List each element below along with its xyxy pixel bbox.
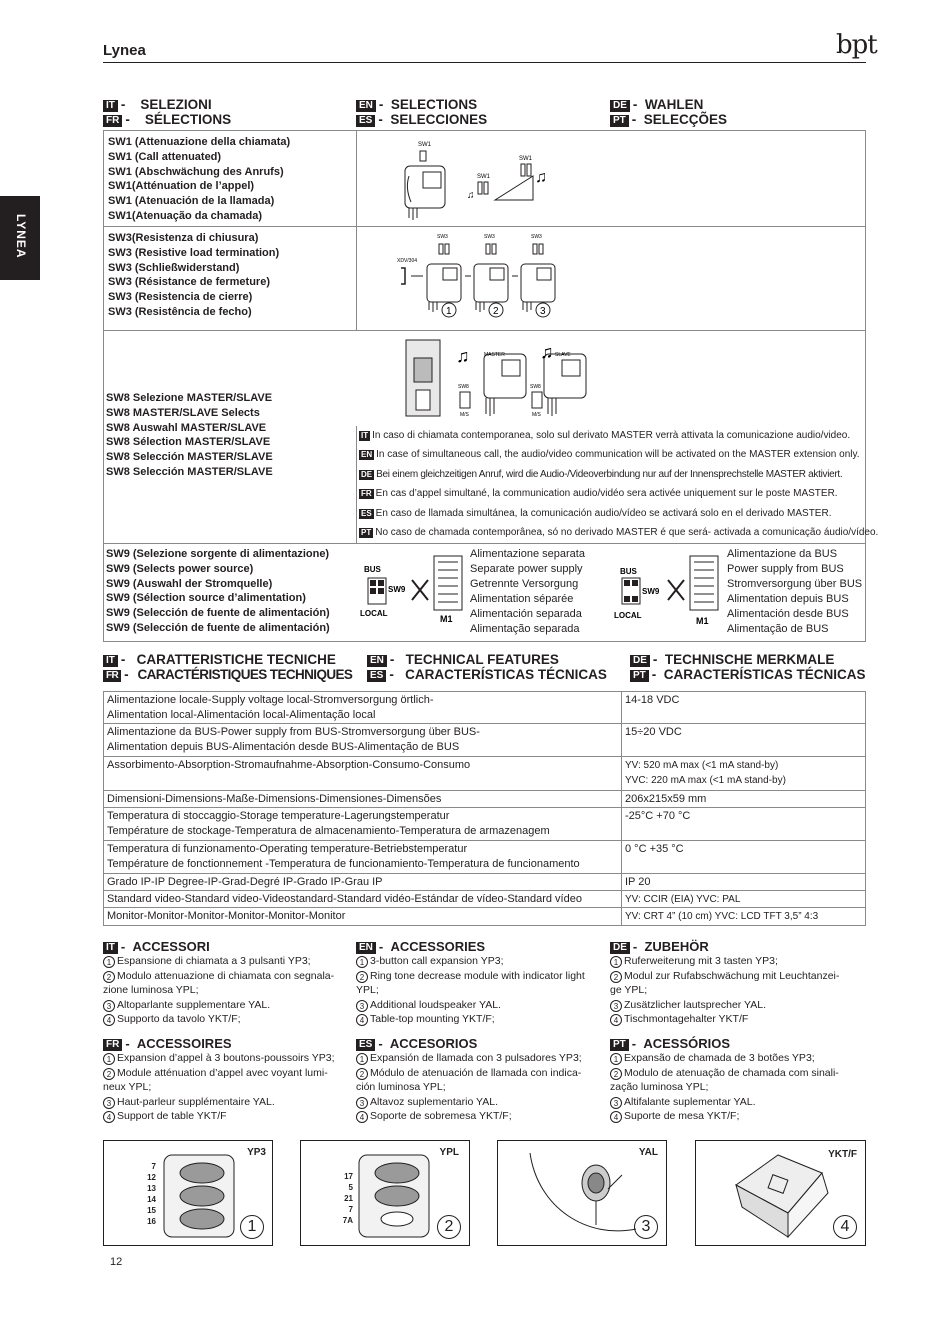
sw1-labels: SW1 (Attenuazione della chiamata) SW1 (Call attenuated) SW1 (Abschwächung des Anrufs) SW1(Atténuation de l’appel) SW1 (Atenuación de la llamada) SW1(Atenuação da chamada) (108, 136, 291, 222)
svg-text:SW1: SW1 (418, 142, 432, 148)
sw1-figure (395, 136, 555, 222)
sw8-figure (400, 336, 590, 424)
svg-text:BUS: BUS (364, 565, 381, 574)
accessory-yktf: YKT/F 4 (695, 1140, 866, 1246)
svg-text:XDV/304: XDV/304 (397, 258, 418, 264)
accessories-en: EN - ACCESSORIES 1 3-button call expansion YP3; 2 Ring tone decrease module with indicator light YPL; 3 Additional loudspeaker YAL. 4 Table-top mounting YKT/F; (356, 939, 585, 1026)
svg-text:SW8: SW8 (530, 384, 541, 390)
svg-text:SW1: SW1 (519, 156, 533, 162)
spec-row: Alimentazione locale-Supply voltage local-Stromversorgung örtlich- Alimentation local-Alimentación local-Alimentação local 14-18 VDC (103, 691, 866, 724)
spec-row: Temperatura di funzionamento-Operating temperature-Betriebstemperatur Température de fonctionnement -Temperatura de funcionamiento-Temperatura de funcionamento 0 °C +35 °C (103, 840, 866, 874)
svg-text:M/S: M/S (532, 412, 541, 418)
yktf-illustration (732, 1149, 842, 1243)
lang-badge: PT (610, 115, 629, 127)
svg-text:3: 3 (540, 306, 546, 317)
svg-text:♫: ♫ (467, 190, 475, 201)
divider (103, 543, 866, 544)
heading-text: SELECÇÕES (643, 112, 728, 127)
sw9-bus-figure (614, 550, 724, 626)
sw8-notes: IT In caso di chiamata contemporanea, solo sul derivato MASTER verrà attivata la comunicazione audio/video. EN In case of simultaneous call, the audio/video communication will be activated on the MASTER extension only. DE Bei einem gleichzeitigen Anruf, wird die Audio-/Videoverbindung nur auf der Innensprechstelle MASTER aktiviert. FR En cas d’appel simultané, la communication audio/vidéo sera activée uniquement sur le poste MASTER. ES En caso de llamada simultánea, la comunicación audio/vídeo se activará solo en el derivado MASTER. PT No caso de chamada contemporânea, só no derivado MASTER é que será- activada a comunicação áudio/vídeo. (361, 430, 879, 539)
side-tab (0, 196, 40, 280)
ypl-illustration (357, 1153, 437, 1243)
accessories-pt: PT - ACESSÓRIOS 1 Expansão de chamada de 3 botões YP3; 2 Modulo de atenuação de chamada com sinali- zação luminosa YPL; 3 Altifalante suplementar YAL. 4 Suporte de mesa YKT/F; (610, 1036, 839, 1123)
svg-text:♫: ♫ (540, 342, 554, 362)
heading-text: SELEZIONI (140, 97, 212, 112)
heading-text: SELECTIONS (390, 97, 478, 112)
yp3-illustration (162, 1153, 242, 1243)
svg-text:M/S: M/S (460, 412, 469, 418)
svg-text:♫: ♫ (535, 169, 547, 186)
header-rule (103, 62, 866, 63)
svg-text:SW1: SW1 (477, 174, 491, 180)
sw9-bus-text: Alimentazione da BUS Power supply from BUS Stromversorgung über BUS Alimentation depuis BUS Alimentación desde BUS Alimentação de BUS (727, 548, 863, 635)
lang-badge: FR (103, 115, 122, 127)
divider (356, 130, 357, 331)
selections-head-it-fr: IT - SELEZIONI FR - SÉLECTIONS (103, 97, 231, 127)
spec-row: Dimensioni-Dimensions-Maße-Dimensions-Dimensiones-Dimensões 206x215x59 mm (103, 790, 866, 808)
lang-badge: ES (356, 115, 375, 127)
bpt-logo: bpt (836, 30, 877, 60)
selections-head-en-es: EN - SELECTIONS ES - SELECCIONES (356, 97, 487, 127)
features-head-en-es: EN - TECHNICAL FEATURES ES - CARACTERÍSTICAS TÉCNICAS (367, 652, 607, 682)
svg-text:LOCAL: LOCAL (360, 609, 388, 618)
svg-text:♫: ♫ (456, 346, 470, 366)
sw9-local-figure (360, 550, 470, 626)
sw8-labels: SW8 Selezione MASTER/SLAVE SW8 MASTER/SLAVE Selects SW8 Auswahl MASTER/SLAVE SW8 Sélection MASTER/SLAVE SW8 Selección MASTER/SLAVE SW8 Selección MASTER/SLAVE (106, 392, 273, 478)
spec-row: Assorbimento-Absorption-Stromaufnahme-Absorption-Consumo-Consumo YV: 520 mA max (<1 mA stand-by) YVC: 220 mA max (<1 mA stand-by) (103, 756, 866, 791)
accessory-yp3: YP3 7 12 13 14 15 16 1 (103, 1140, 273, 1246)
document-title: Lynea (103, 42, 146, 59)
svg-text:SW9: SW9 (642, 587, 660, 596)
sw9-local-text: Alimentazione separata Separate power supply Getrennte Versorgung Alimentation séparée Alimentación separada Alimentação separada (470, 548, 585, 635)
lang-badge: IT (103, 100, 118, 112)
spec-row: Standard video-Standard video-Videostandard-Standard vidéo-Estándar de vídeo-Standard vídeo YV: CCIR (EIA) YVC: PAL (103, 890, 866, 908)
accessories-es: ES - ACCESORIOS 1 Expansión de llamada con 3 pulsadores YP3; 2 Módulo de atenuación de llamada con indica- ción luminosa YPL; 3 Altavoz suplementario YAL. 4 Soporte de sobremesa YKT/F; (356, 1036, 582, 1123)
spec-row: Grado IP-IP Degree-IP-Grad-Degré IP-Grado IP-Grau IP IP 20 (103, 873, 866, 891)
divider (356, 426, 357, 543)
svg-text:SW3: SW3 (484, 234, 495, 240)
svg-text:1: 1 (446, 306, 452, 317)
accessory-ypl: YPL 17 5 21 7 7A 2 (300, 1140, 470, 1246)
svg-text:2: 2 (493, 306, 499, 317)
accessory-yal: YAL 3 (497, 1140, 667, 1246)
sw9-labels: SW9 (Selezione sorgente di alimentazione) SW9 (Selects power source) SW9 (Auswahl der Stromquelle) SW9 (Sélection source d’alimentation) SW9 (Selección de fuente de alimentación) SW9 (Selección de fuente de alimentación) (106, 548, 330, 634)
yal-illustration (528, 1149, 638, 1243)
side-tab-label: LYNEA (14, 214, 28, 259)
page-number: 12 (110, 1256, 123, 1268)
heading-text: WAHLEN (644, 97, 704, 112)
heading-text: SÉLECTIONS (144, 112, 232, 127)
svg-text:M1: M1 (440, 614, 453, 624)
divider (103, 330, 866, 331)
spec-row: Monitor-Monitor-Monitor-Monitor-Monitor-Monitor YV: CRT 4” (10 cm) YVC: LCD TFT 3,5” 4:3 (103, 907, 866, 926)
features-head-de-pt: DE - TECHNISCHE MERKMALE PT - CARACTERÍSTICAS TÉCNICAS (630, 652, 866, 682)
spec-row: Alimentazione da BUS-Power supply from BUS-Stromversorgung über BUS- Alimentation depuis BUS-Alimentación desde BUS-Alimentação de BUS 15÷20 VDC (103, 723, 866, 757)
spec-row: Temperatura di stoccaggio-Storage temperature-Lagerungstemperatur Température de stockage-Temperatura de almacenamiento-Temperatura de armazenagem -25°C +70 °C (103, 807, 866, 841)
svg-text:LOCAL: LOCAL (614, 611, 642, 620)
lang-badge: EN (356, 100, 376, 112)
features-head-it-fr: IT - CARATTERISTICHE TECNICHE FR - CARACTÉRISTIQUES TECHNIQUES (103, 652, 352, 682)
accessories-fr: FR - ACCESSOIRES 1 Expansion d’appel à 3 boutons-poussoirs YP3; 2 Module atténuation d’appel avec voyant lumi- neux YPL; 3 Haut-parleur supplémentaire YAL. 4 Support de table YKT/F (103, 1036, 335, 1123)
svg-text:BUS: BUS (620, 567, 637, 576)
heading-text: SELECCIONES (390, 112, 488, 127)
divider (103, 226, 866, 227)
svg-text:M1: M1 (696, 616, 709, 626)
accessories-de: DE - ZUBEHÖR 1 Ruferweiterung mit 3 tasten YP3; 2 Modul zur Rufabschwächung mit Leuchtanzei- ge YPL; 3 Zusätzlicher lautsprecher YAL. 4 Tischmontagehalter YKT/F (610, 939, 840, 1026)
lang-badge: DE (610, 100, 630, 112)
svg-text:SLAVE: SLAVE (555, 352, 571, 358)
svg-text:SW3: SW3 (531, 234, 542, 240)
sw3-labels: SW3(Resistenza di chiusura) SW3 (Resistive load termination) SW3 (Schließwiderstand) SW3 (Résistance de fermeture) SW3 (Resistencia de cierre) SW3 (Resistência de fecho) (108, 232, 280, 318)
svg-text:SW8: SW8 (458, 384, 469, 390)
selections-head-de-pt: DE - WAHLEN PT - SELECÇÕES (610, 97, 727, 127)
svg-text:MASTER: MASTER (484, 352, 505, 358)
sw3-figure (395, 230, 565, 324)
svg-text:SW9: SW9 (388, 585, 406, 594)
svg-text:SW3: SW3 (437, 234, 448, 240)
accessories-it: IT - ACCESSORI 1 Espansione di chiamata a 3 pulsanti YP3; 2 Modulo attenuazione di chiamata con segnala- zione luminosa YPL; 3 Altoparlante supplementare YAL. 4 Supporto da tavolo YKT/F; (103, 939, 335, 1026)
